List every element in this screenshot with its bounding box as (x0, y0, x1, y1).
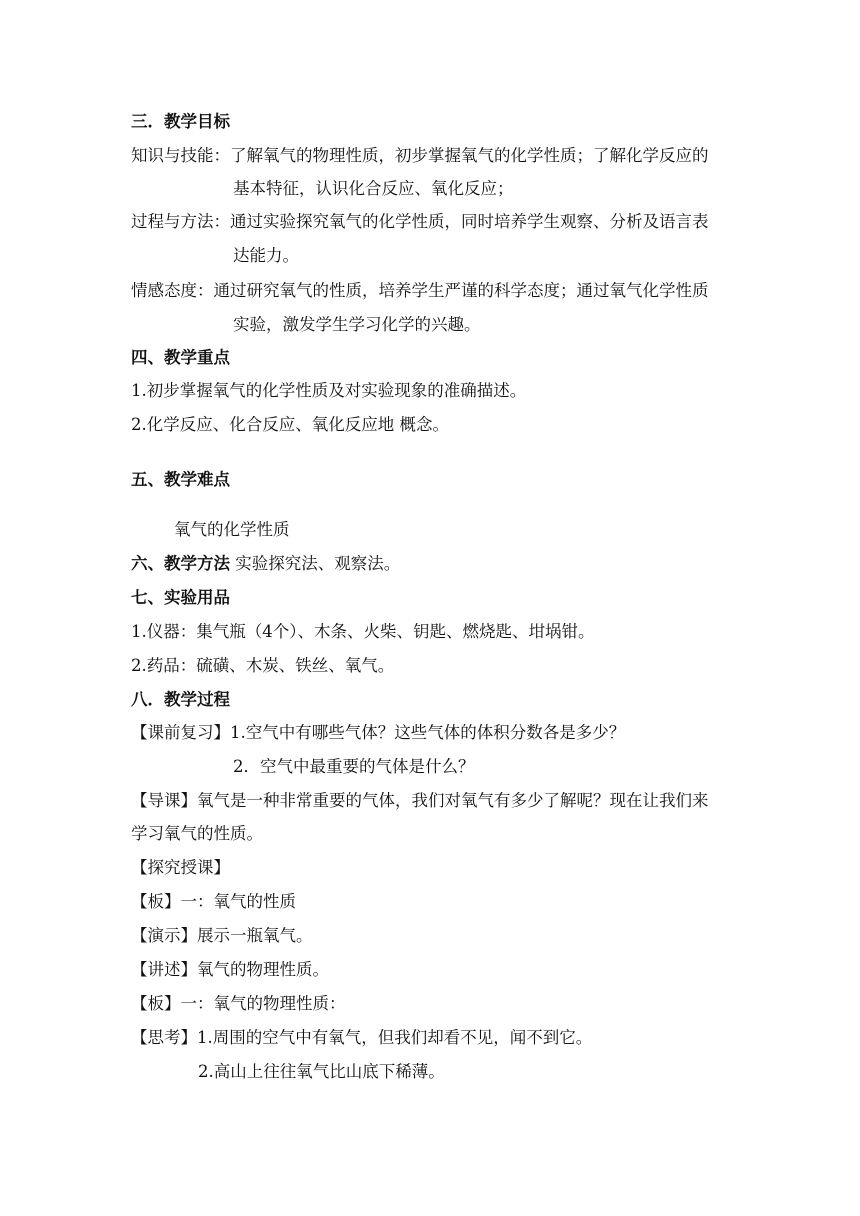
board-2: 【板】一：氧气的物理性质： (131, 994, 346, 1013)
intro-line1: 【导课】氧气是一种非常重要的气体，我们对氧气有多少了解呢？现在让我们来 (131, 791, 709, 810)
think-line2: 2.高山上往往氧气比山底下稀薄。 (198, 1062, 445, 1081)
section6-heading: 六、教学方法 (131, 554, 230, 573)
review-line2: 2．空气中最重要的气体是什么？ (233, 757, 475, 776)
knowledge-skills-line1: 知识与技能：了解氧气的物理性质，初步掌握氧气的化学性质；了解化学反应的 (131, 146, 709, 165)
demo-line: 【演示】展示一瓶氧气。 (131, 926, 313, 945)
section6-line (131, 553, 400, 575)
lecture-line: 【讲述】氧气的物理性质。 (131, 960, 329, 979)
instruments-item: 1.仪器：集气瓶（4个）、木条、火柴、钥匙、燃烧匙、坩埚钳。 (131, 622, 595, 641)
difficulty-item: 氧气的化学性质 (174, 520, 290, 539)
process-method-line1: 过程与方法：通过实验探究氧气的化学性质，同时培养学生观察、分析及语言表 (131, 212, 709, 231)
reagents-item: 2.药品：硫磺、木炭、铁丝、氧气。 (131, 656, 395, 675)
section7-heading: 七、实验用品 (131, 588, 230, 607)
section4-heading: 四、教学重点 (131, 348, 230, 367)
section3-heading: 三．教学目标 (131, 112, 230, 131)
board-1: 【板】一：氧气的性质 (131, 892, 296, 911)
knowledge-skills-line2: 基本特征，认识化合反应、氧化反应； (233, 179, 514, 198)
key-point-2: 2.化学反应、化合反应、氧化反应地 概念。 (131, 415, 449, 434)
intro-line2: 学习氧气的性质。 (131, 824, 263, 843)
teaching-methods: 实验探究法、观察法。 (230, 554, 401, 573)
section8-heading: 八．教学过程 (131, 690, 230, 709)
think-line1: 【思考】1.周围的空气中有氧气，但我们却看不见，闻不到它。 (131, 1028, 593, 1047)
explore-heading: 【探究授课】 (131, 858, 230, 877)
key-point-1: 1.初步掌握氧气的化学性质及对实验现象的准确描述。 (131, 381, 527, 400)
emotion-attitude-line1: 情感态度：通过研究氧气的性质，培养学生严谨的科学态度；通过氧气化学性质 (131, 281, 709, 300)
process-method-line2: 达能力。 (233, 246, 299, 265)
section5-heading: 五、教学难点 (131, 470, 230, 489)
review-line1: 【课前复习】1.空气中有哪些气体？这些气体的体积分数各是多少？ (131, 723, 626, 742)
emotion-attitude-line2: 实验，激发学生学习化学的兴趣。 (233, 315, 481, 334)
